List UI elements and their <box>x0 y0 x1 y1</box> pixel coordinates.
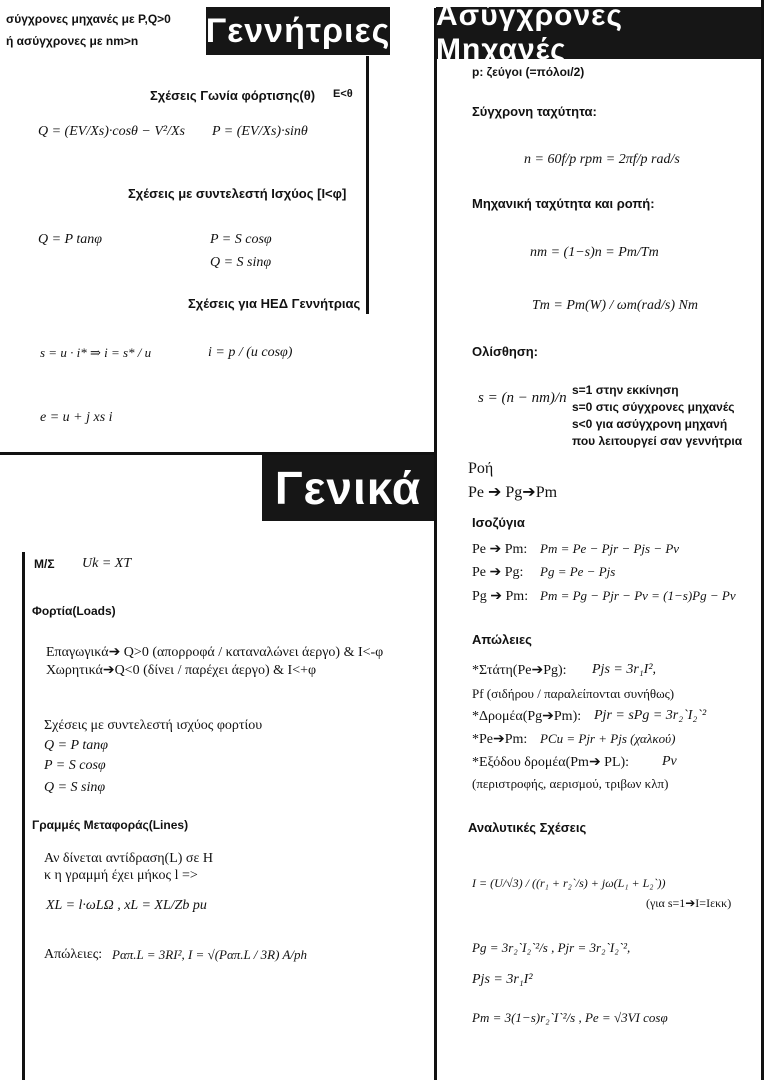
formula-e-u: e = u + j xs i <box>40 410 113 425</box>
gen-heading-angle: Σχέσεις Γωνία φόρτισης(θ) <box>150 88 316 103</box>
gen-right-border <box>366 56 369 314</box>
formula-current: I = (U/√3) / ((r₁ + r₂`/s) + jω(L₁ + L₂`)) <box>472 876 666 890</box>
formula-Pjs: Pjs = 3r₁I² <box>472 972 533 987</box>
formula-Pg: Pg = 3r₂`I₂`²/s , Pjr = 3r₂`I₂`², <box>472 940 631 955</box>
formula-slip: s = (n − nm)/n <box>478 390 567 406</box>
slip-note-4: που λειτουργεί σαν γεννήτρια <box>572 434 743 448</box>
balance-1-formula: Pm = Pe − Pjr − Pjs − Pv <box>540 541 680 556</box>
formula-P-angle-text: P = (EV/Xs)·sinθ <box>212 124 308 139</box>
general-heading-loads: Φορτία(Loads) <box>32 604 116 618</box>
loss-output-label: *Εξόδου δρομέα(Pm➔ PL): <box>472 755 630 770</box>
balance-3-label: Pg ➔ Pm: <box>472 589 529 604</box>
section-divider-vertical <box>434 8 437 1080</box>
balance-2-formula: Pg = Pe − Pjs <box>540 564 616 579</box>
async-heading-sync-speed: Σύγχρονη ταχύτητα: <box>472 104 597 119</box>
line-loss-formula: Pαπ.L = 3RI², I = √(Pαπ.L / 3R) A/ph <box>112 947 307 962</box>
formula-Q-angle-text: Q = (EV/Xs)·cosθ − V²/Xs <box>38 124 185 139</box>
formula-i-p: i = p / (u cosφ) <box>208 345 293 360</box>
balance-1-label: Pe ➔ Pm: <box>472 542 528 557</box>
async-title: Ασύγχρονες Μηχανές <box>436 7 761 59</box>
load-pf-3: Q = S sinφ <box>44 780 106 795</box>
flow-chain: Pe ➔ Pg➔Pm <box>468 484 558 501</box>
formula-sync-speed: n = 60f/p rpm = 2πf/p rad/s <box>524 152 680 167</box>
formula-Q-Ptan: Q = P tanφ <box>38 232 102 247</box>
formula-Pm: Pm = 3(1−s)r₂`I`²/s , Pe = √3VI cosφ <box>472 1010 668 1025</box>
general-ms-label: Μ/Σ <box>34 557 55 571</box>
line-text-1: Αν δίνεται αντίδραση(L) σε H <box>44 851 213 866</box>
loss-stator-label: *Στάτη(Pe➔Pg): <box>472 663 567 678</box>
async-heading-slip: Ολίσθηση: <box>472 344 538 359</box>
general-ms-formula: Uk = XT <box>82 556 132 571</box>
loss-iron: Pf (σιδήρου / παραλείπονται συνήθως) <box>472 686 675 701</box>
general-title: Γενικά <box>262 455 434 521</box>
gen-intro-line2: ή ασύγχρονες με nm>n <box>6 34 139 48</box>
loss-rotor-label: *Δρομέα(Pg➔Pm): <box>472 709 582 724</box>
loss-stator-formula: Pjs = 3r₁I², <box>592 662 657 677</box>
formula-Q-angle <box>38 124 185 140</box>
load-pf-title: Σχέσεις με συντελεστή ισχύος φορτίου <box>44 718 263 733</box>
formula-nm: nm = (1−s)n = Pm/Tm <box>530 245 659 260</box>
load-inductive: Επαγωγικά➔ Q>0 (απορροφά / καταναλώνει άεργο) & I<-φ <box>46 645 384 660</box>
line-text-2: κ η γραμμή έχει μήκος l => <box>44 868 198 883</box>
formula-P-angle <box>212 124 308 140</box>
balance-2-label: Pe ➔ Pg: <box>472 565 524 580</box>
load-pf-2: P = S cosφ <box>44 758 106 773</box>
loss-copper-formula: PCu = Pjr + Pjs (χαλκού) <box>540 731 676 746</box>
line-loss-label: Απώλειες: <box>44 947 103 962</box>
loss-mech-note: (περιστροφής, αερισμού, τριβων κλπ) <box>472 776 669 791</box>
gen-heading-angle-note: E<θ <box>333 88 353 100</box>
generators-title: Γεννήτριες <box>206 7 390 55</box>
slip-note-1: s=1 στην εκκίνηση <box>572 383 679 397</box>
slip-note-3: s<0 για ασύγχρονη μηχανή <box>572 417 728 431</box>
load-pf-1: Q = P tanφ <box>44 738 108 753</box>
async-heading-losses: Απώλειες <box>472 632 532 647</box>
formula-Tm: Tm = Pm(W) / ωm(rad/s) Nm <box>532 298 698 313</box>
loss-output-formula: Pv <box>662 754 677 769</box>
async-heading-balance: Ισοζύγια <box>472 515 525 530</box>
gen-intro-line1: σύγχρονες μηχανές με P,Q>0 <box>6 12 171 26</box>
formula-s-ui: s = u · i* ⇒ i = s* / u <box>40 345 152 360</box>
async-pole-definition: p: ζεύγοι (=πόλοι/2) <box>472 65 585 79</box>
loss-rotor-formula: Pjr = sPg = 3r₂`I₂`² <box>594 708 707 723</box>
formula-current-note: (για s=1➔I=Iεκκ) <box>646 896 732 910</box>
general-left-border <box>22 552 25 1080</box>
line-reactance-formula: XL = l·ωLΩ , xL = XL/Zb pu <box>46 898 207 913</box>
flow-label: Ροή <box>468 460 494 477</box>
balance-3-formula: Pm = Pg − Pjr − Pv = (1−s)Pg − Pv <box>540 588 736 603</box>
general-heading-lines: Γραμμές Μεταφοράς(Lines) <box>32 818 189 832</box>
formula-P-Scos: P = S cosφ <box>210 232 272 247</box>
load-capacitive: Χωρητικά➔Q<0 (δίνει / παρέχει άεργο) & I<+φ <box>46 663 317 678</box>
slip-note-2: s=0 στις σύγχρονες μηχανές <box>572 400 735 414</box>
gen-heading-emf: Σχέσεις για ΗΕΔ Γεννήτριας <box>188 296 361 311</box>
async-heading-analytic: Αναλυτικές Σχέσεις <box>468 820 587 835</box>
async-heading-mech: Μηχανική ταχύτητα και ροπή: <box>472 196 655 211</box>
formula-Q-Ssin: Q = S sinφ <box>210 255 272 270</box>
loss-copper-label: *Pe➔Pm: <box>472 732 528 747</box>
gen-heading-pf: Σχέσεις με συντελεστή Ισχύος [I<φ] <box>128 186 347 201</box>
